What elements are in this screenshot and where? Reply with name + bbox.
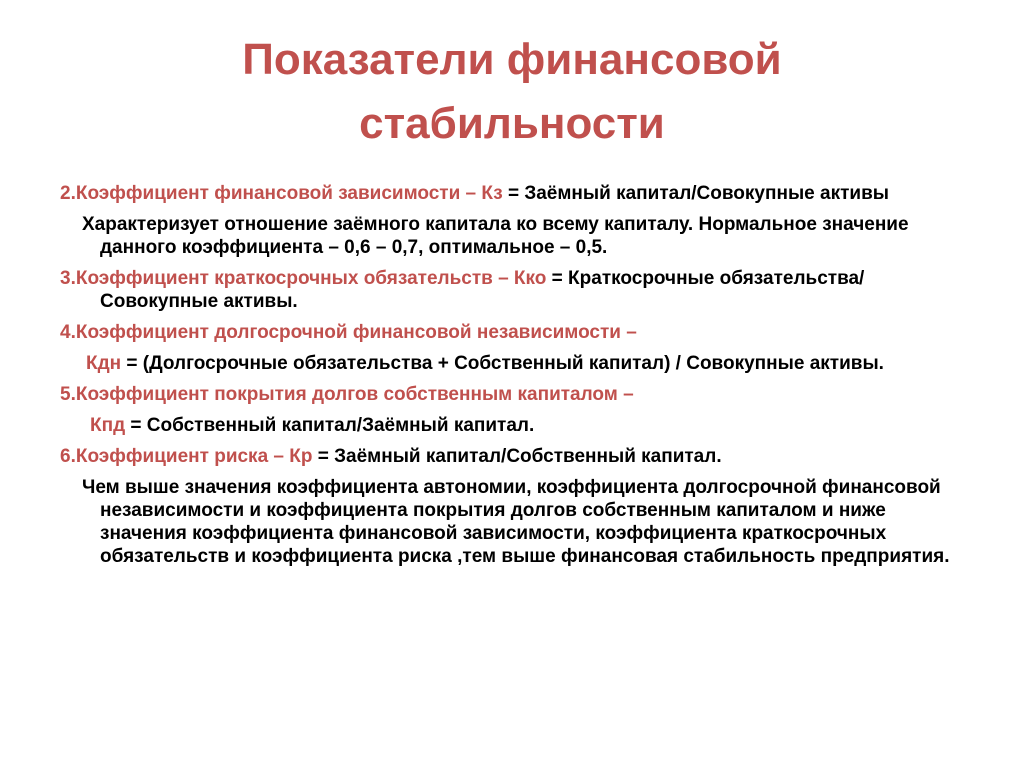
item-debt-ratio-description-text: Характеризует отношение заёмного капитала ко всему капиталу. Нормальное значение данного коэффициента – 0,6 – 0,7, оптимальное – 0,5.: [82, 214, 909, 258]
item-debt-ratio-description: [60, 213, 970, 259]
slide-title-line-1: Показатели финансовой: [242, 35, 782, 84]
slide-title-line-2: стабильности: [359, 99, 665, 148]
item-debt-coverage-formula-line: [60, 414, 970, 437]
item-long-term-independence: [60, 321, 970, 344]
item-debt-coverage-label: 5.Коэффициент покрытия долгов собственным капиталом –: [60, 384, 634, 405]
item-risk-ratio-label: 6.Коэффициент риска – Кр: [60, 446, 313, 467]
item-short-term-ratio-formula: = Краткосрочные обязательства/Совокупные активы.: [100, 268, 865, 312]
item-kdn-symbol: Кдн: [86, 353, 122, 374]
item-risk-ratio: [60, 445, 970, 468]
slide-title: [0, 28, 1024, 156]
conclusion-text: Чем выше значения коэффициента автономии, коэффициента долгосрочной финансовой независимости и коэффициента покрытия долгов собственным капиталом и ниже значения коэффициента финансовой зависимости, коэффициента краткосрочных обязательств и коэффициента риска ,тем выше финансовая стабильность предприятия.: [82, 477, 950, 567]
item-debt-ratio-label: 2.Коэффициент финансовой зависимости – Кз: [60, 183, 503, 204]
item-debt-ratio-formula: = Заёмный капитал/Совокупные активы: [502, 183, 889, 204]
item-short-term-ratio: [60, 267, 970, 313]
item-kpd-symbol: Кпд: [90, 415, 126, 436]
item-debt-coverage: [60, 383, 970, 406]
item-kpd-formula: = Собственный капитал/Заёмный капитал.: [125, 415, 535, 436]
item-risk-ratio-formula: = Заёмный капитал/Собственный капитал.: [312, 446, 722, 467]
conclusion-paragraph: [60, 476, 970, 568]
item-long-term-independence-formula-line: [60, 352, 970, 375]
item-long-term-independence-label: 4.Коэффициент долгосрочной финансовой независимости –: [60, 322, 637, 343]
slide-body: [60, 182, 970, 576]
item-kdn-formula: = (Долгосрочные обязательства + Собственный капитал) / Совокупные активы.: [121, 353, 884, 374]
item-debt-ratio: [60, 182, 970, 205]
item-short-term-ratio-label: 3.Коэффициент краткосрочных обязательств – Кко: [60, 268, 547, 289]
